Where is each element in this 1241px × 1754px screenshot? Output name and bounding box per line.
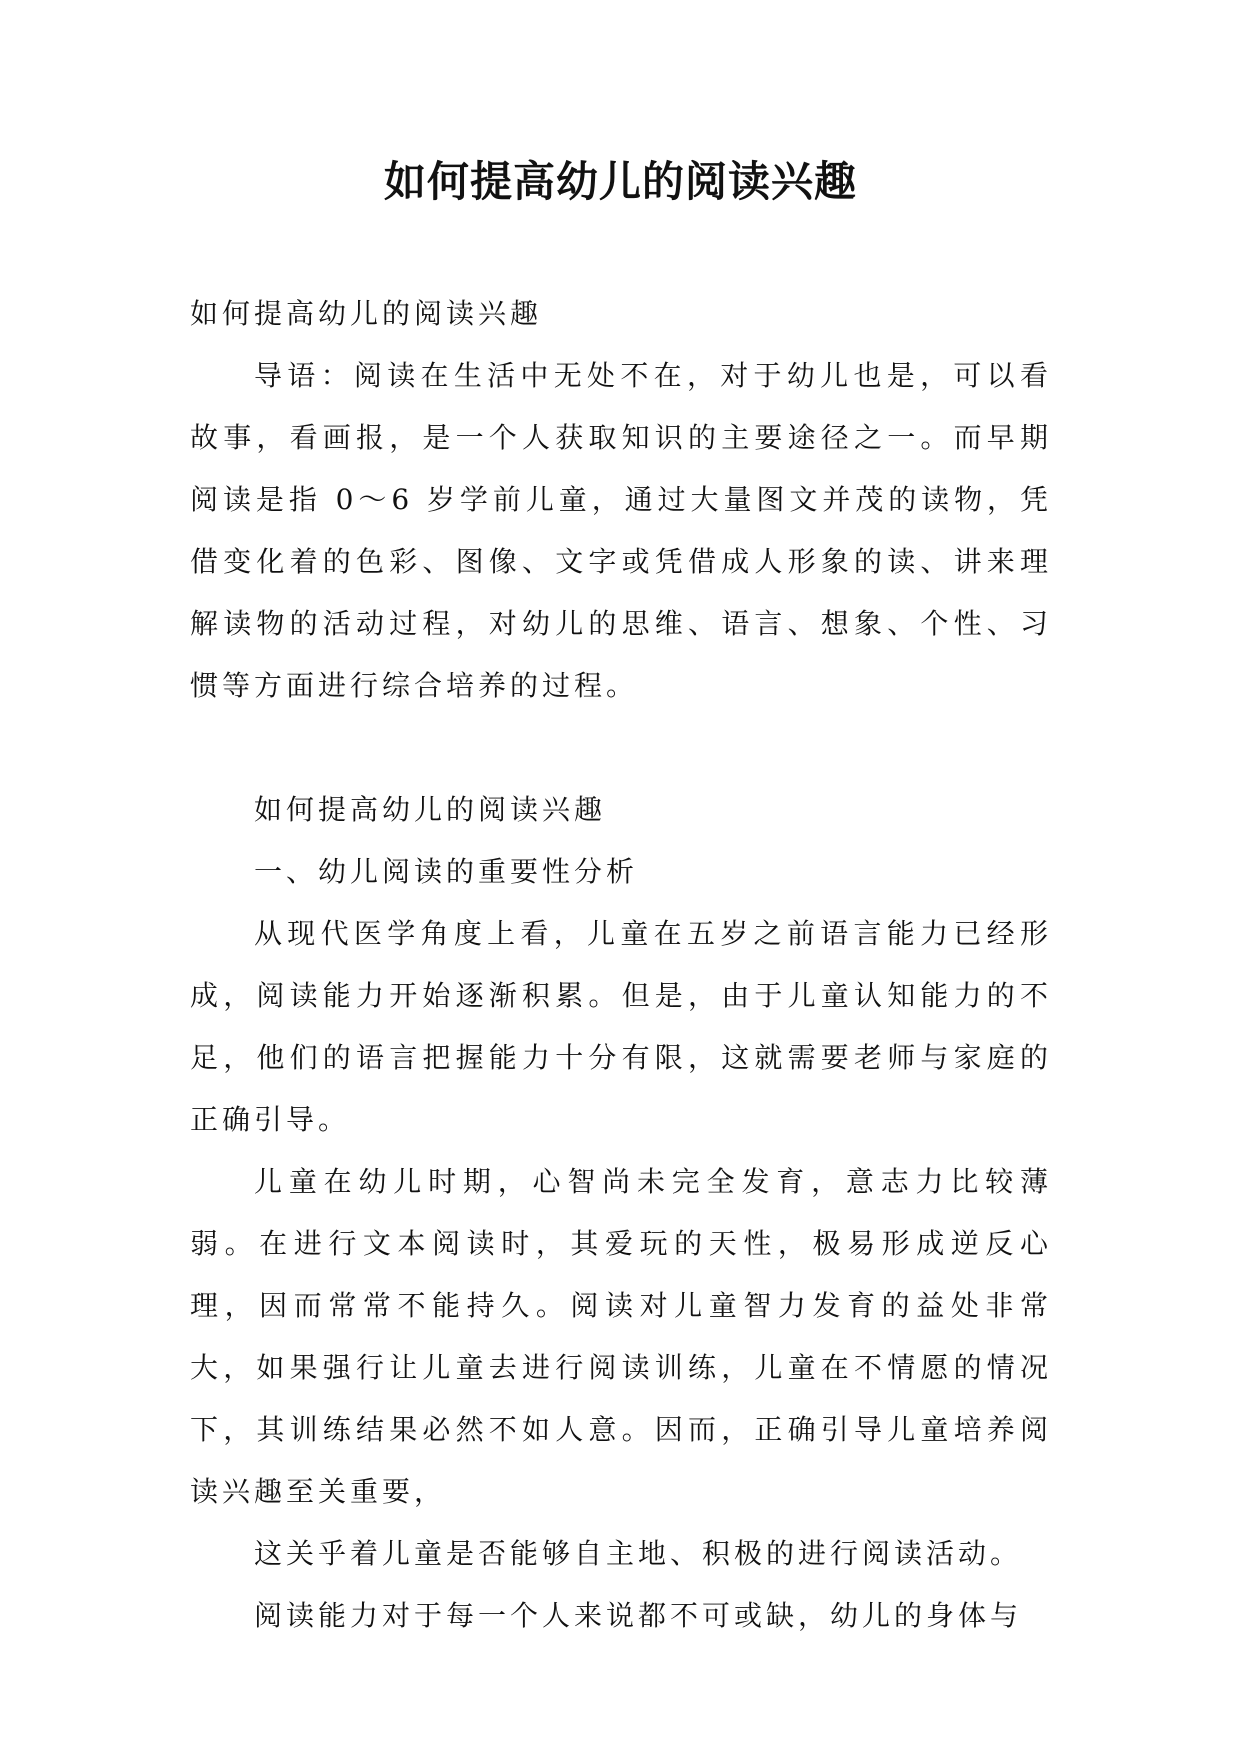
body-paragraph: 儿童在幼儿时期，心智尚未完全发育，意志力比较薄弱。在进行文本阅读时，其爱玩的天性，极易形成逆反心理，因而常常不能持久。阅读对儿童智力发育的益处非常大，如果强行让儿童去进行阅读训练，儿童在不情愿的情况下，其训练结果必然不如人意。因而，正确引导儿童培养阅读兴趣至关重要， [190, 1165, 1052, 1508]
body-paragraph: 这关乎着儿童是否能够自主地、积极的进行阅读活动。 [254, 1537, 1023, 1570]
subsection-heading: 一、幼儿阅读的重要性分析 [254, 855, 639, 888]
section-heading: 如何提高幼儿的阅读兴趣 [254, 793, 607, 826]
intro-paragraph: 导语：阅读在生活中无处不在，对于幼儿也是，可以看故事，看画报，是一个人获取知识的主要途径之一。而早期阅读是指 0～6 岁学前儿童，通过大量图文并茂的读物，凭借变化着的色彩、图像、文字或凭借成人形象的读、讲来理解读物的活动过程，对幼儿的思维、语言、想象、个性、习惯等方面进行综合培养的过程。 [190, 359, 1052, 702]
document-body [190, 283, 1052, 1647]
document-title: 如何提高幼儿的阅读兴趣 [383, 157, 857, 206]
body-paragraph: 阅读能力对于每一个人来说都不可或缺，幼儿的身体与 [254, 1599, 1023, 1632]
body-heading: 如何提高幼儿的阅读兴趣 [190, 297, 543, 330]
body-paragraph: 从现代医学角度上看，儿童在五岁之前语言能力已经形成，阅读能力开始逐渐积累。但是，由于儿童认知能力的不足，他们的语言把握能力十分有限，这就需要老师与家庭的正确引导。 [190, 917, 1052, 1136]
